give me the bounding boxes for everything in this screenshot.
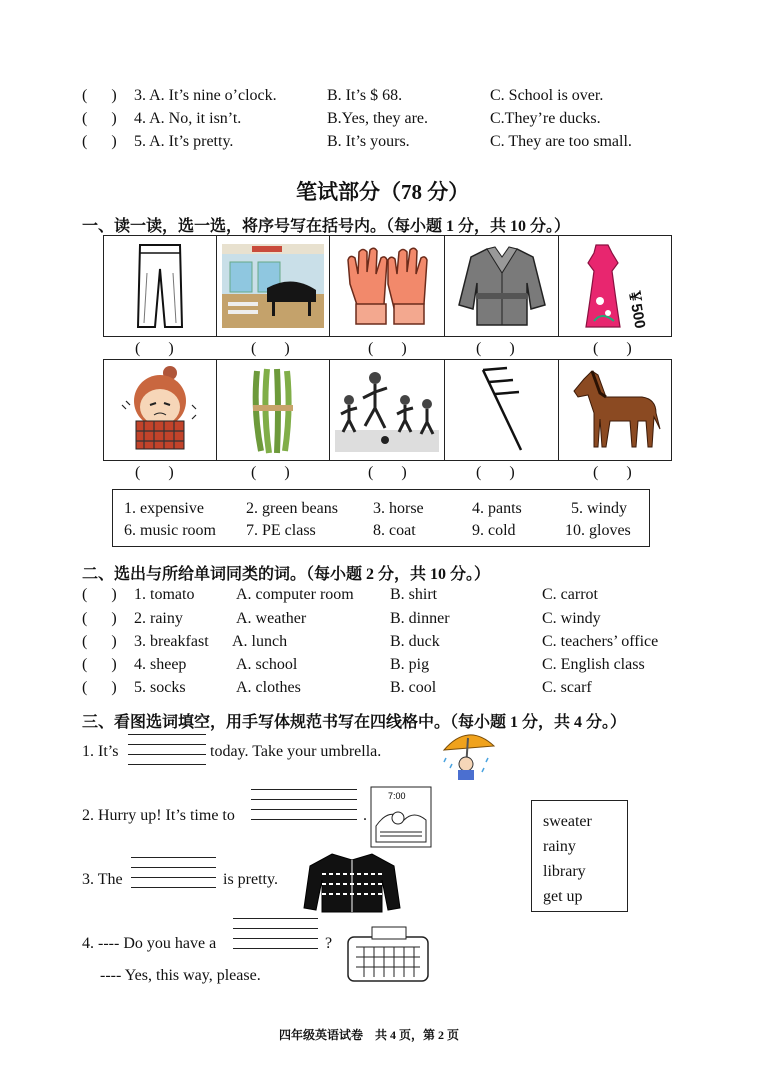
answer-paren[interactable]: ( ) [251, 340, 290, 357]
rainy-umbrella-icon [438, 728, 498, 782]
option-a: 5. A. It’s pretty. [134, 133, 234, 150]
q1-text-before: 1. It’s [82, 743, 119, 760]
q4-text-after: ? [325, 935, 333, 952]
q2-text-after: . [363, 807, 367, 824]
option-a: 3. A. It’s nine o’clock. [134, 87, 277, 104]
answer-paren[interactable]: ( ) [593, 464, 632, 481]
picture-cell [330, 360, 445, 460]
gloves-icon [344, 244, 430, 328]
picture-cell [104, 360, 217, 460]
answer-paren[interactable]: ( ) [368, 340, 407, 357]
word-option: 8. coat [373, 522, 416, 539]
option-c: C. scarf [542, 679, 592, 696]
answer-paren[interactable]: ( ) [82, 133, 117, 150]
option-a: 4. A. No, it isn’t. [134, 110, 242, 127]
word-bank-item: library [543, 863, 586, 880]
question-word: 5. socks [134, 679, 186, 696]
q2-text-before: 2. Hurry up! It’s time to [82, 807, 235, 824]
option-c: C. English class [542, 656, 645, 673]
question-word: 3. breakfast [134, 633, 209, 650]
word-bank-item: get up [543, 888, 583, 905]
answer-paren[interactable]: ( ) [251, 464, 290, 481]
music-room-icon [222, 244, 324, 328]
word-option: 1. expensive [124, 500, 204, 517]
word-bank-item: sweater [543, 813, 592, 830]
word-option: 4. pants [472, 500, 522, 517]
q3-text-after: is pretty. [223, 871, 278, 888]
word-option: 7. PE class [246, 522, 316, 539]
picture-cell [217, 236, 330, 336]
option-a: A. lunch [232, 633, 288, 650]
picture-cell [559, 236, 673, 336]
word-option: 6. music room [124, 522, 216, 539]
option-c: C. teachers’ office [542, 633, 659, 650]
pants-icon [135, 243, 185, 329]
answer-paren[interactable]: ( ) [368, 464, 407, 481]
answer-paren[interactable]: ( ) [82, 679, 117, 696]
section3-title: 三、看图选词填空，用手写体规范书写在四线格中。（每小题 1 分，共 4 分。） [82, 714, 627, 731]
sweater-icon [302, 850, 402, 914]
word-option: 3. horse [373, 500, 424, 517]
section1-title: 一、读一读，选一选，将序号写在括号内。（每小题 1 分，共 10 分。） [82, 218, 571, 235]
four-line-grid[interactable] [131, 857, 216, 897]
picture-cell [445, 360, 559, 460]
pe-class-icon [335, 368, 439, 452]
question-word: 4. sheep [134, 656, 187, 673]
option-b: B. pig [390, 656, 430, 673]
q3-text-before: 3. The [82, 871, 123, 888]
four-line-grid[interactable] [128, 734, 206, 774]
get-up-clock-icon [370, 786, 432, 848]
option-a: A. weather [236, 610, 307, 627]
answer-paren[interactable]: ( ) [593, 340, 632, 357]
word-option: 2. green beans [246, 500, 338, 517]
answer-paren[interactable]: ( ) [476, 340, 515, 357]
option-b: B. duck [390, 633, 440, 650]
option-b: B. It’s yours. [327, 133, 410, 150]
option-b: B. dinner [390, 610, 450, 627]
horse-icon [570, 369, 662, 451]
answer-paren[interactable]: ( ) [135, 340, 174, 357]
option-c: C. carrot [542, 586, 598, 603]
written-part-title: 笔试部分（78 分） [296, 180, 470, 204]
q4-answer-text: ---- Yes, this way, please. [100, 967, 261, 984]
answer-paren[interactable]: ( ) [82, 656, 117, 673]
price-tag: ￥500 [624, 287, 649, 330]
answer-paren[interactable]: ( ) [82, 633, 117, 650]
answer-paren[interactable]: ( ) [82, 610, 117, 627]
option-b: B. cool [390, 679, 437, 696]
section2-title: 二、选出与所给单词同类的词。（每小题 2 分，共 10 分。） [82, 566, 491, 583]
answer-paren[interactable]: ( ) [82, 586, 117, 603]
word-option: 9. cold [472, 522, 516, 539]
question-word: 2. rainy [134, 610, 183, 627]
word-bank-item: rainy [543, 838, 576, 855]
clock-time: 7:00 [388, 791, 406, 801]
option-c: C. They are too small. [490, 133, 632, 150]
library-icon [344, 925, 432, 983]
picture-row-1 [103, 235, 672, 337]
option-a: A. computer room [236, 586, 354, 603]
windy-icon [477, 366, 527, 454]
picture-row-2 [103, 359, 672, 461]
option-c: C. School is over. [490, 87, 604, 104]
answer-paren[interactable]: ( ) [135, 464, 174, 481]
word-options-box [112, 489, 650, 547]
option-b: B. shirt [390, 586, 438, 603]
expensive-dress-icon [574, 241, 658, 331]
question-word: 1. tomato [134, 586, 195, 603]
picture-cell [330, 236, 445, 336]
word-option: 5. windy [571, 500, 627, 517]
option-b: B.Yes, they are. [327, 110, 429, 127]
answer-paren[interactable]: ( ) [476, 464, 515, 481]
q1-text-after: today. Take your umbrella. [210, 743, 382, 760]
word-option: 10. gloves [565, 522, 631, 539]
option-b: B. It’s $ 68. [327, 87, 403, 104]
four-line-grid[interactable] [233, 918, 318, 958]
green-beans-icon [243, 365, 303, 455]
picture-cell [104, 236, 217, 336]
option-a: A. school [236, 656, 298, 673]
picture-cell [445, 236, 559, 336]
page-footer: 四年级英语试卷 共 4 页，第 2 页 [279, 1028, 460, 1042]
picture-cell [559, 360, 673, 460]
cold-girl-icon [114, 365, 206, 455]
q4-text-before: 4. ---- Do you have a [82, 935, 217, 952]
answer-paren[interactable]: ( ) [82, 87, 117, 104]
word-bank-box [531, 800, 628, 912]
option-a: A. clothes [236, 679, 301, 696]
option-c: C. windy [542, 610, 601, 627]
answer-paren[interactable]: ( ) [82, 110, 117, 127]
picture-cell [217, 360, 330, 460]
option-c: C.They’re ducks. [490, 110, 601, 127]
four-line-grid[interactable] [251, 789, 357, 829]
coat-icon [457, 243, 547, 329]
